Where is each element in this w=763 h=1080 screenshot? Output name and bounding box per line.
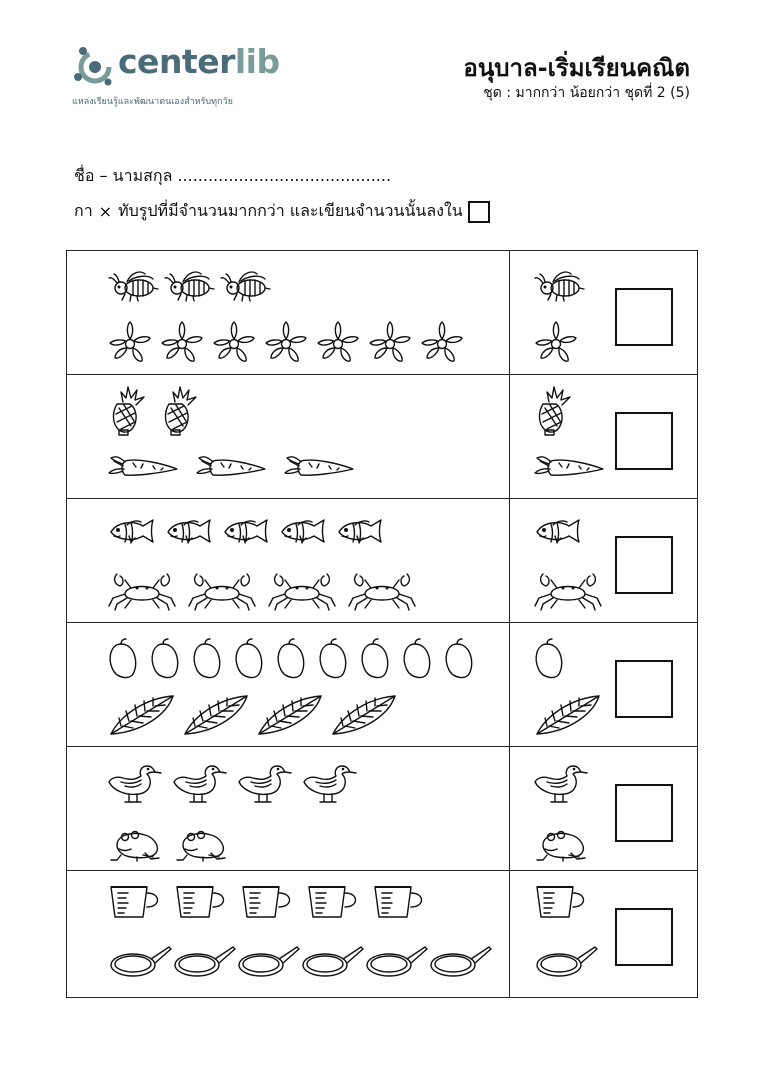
flower-icon[interactable] (211, 320, 257, 366)
measuring-cup-icon[interactable] (305, 883, 361, 919)
duck-icon[interactable] (533, 760, 589, 806)
logo-wordmark: centerlib (118, 42, 280, 81)
cross-mark-icon: × (98, 202, 113, 221)
mango-icon[interactable] (191, 638, 221, 680)
answer-box[interactable] (615, 660, 673, 718)
mango-icon[interactable] (107, 638, 137, 680)
carrot-icon[interactable] (107, 453, 179, 481)
mango-icon[interactable] (317, 638, 347, 680)
crab-icon[interactable] (533, 570, 603, 612)
page-subtitle: ชุด : มากกว่า น้อยกว่า ชุดที่ 2 (5) (483, 85, 690, 101)
instruction-text: ทับรูปที่มีจำนวนมากกว่า และเขียนจำนวนนั้นลงใน (118, 201, 463, 220)
instruction (74, 199, 490, 224)
mango-icon[interactable] (533, 638, 563, 680)
fish-icon[interactable] (107, 516, 159, 548)
duck-icon[interactable] (302, 760, 358, 806)
flower-icon[interactable] (263, 320, 309, 366)
answer-box[interactable] (615, 536, 673, 594)
worksheet-row (67, 375, 697, 499)
centerlib-logo (72, 40, 302, 110)
frying-pan-icon[interactable] (533, 943, 599, 979)
mango-icon[interactable] (443, 638, 473, 680)
logo-molecule-icon (72, 44, 118, 90)
flower-icon[interactable] (367, 320, 413, 366)
flower-icon[interactable] (159, 320, 205, 366)
carrot-icon[interactable] (195, 453, 267, 481)
leaf-icon[interactable] (181, 694, 251, 736)
mango-icon[interactable] (401, 638, 431, 680)
crab-icon[interactable] (187, 570, 257, 612)
bee-icon[interactable] (533, 269, 585, 303)
measuring-cup-icon[interactable] (107, 883, 163, 919)
name-field[interactable]: ชื่อ – นามสกุล .......................................... (74, 166, 392, 185)
frying-pan-icon[interactable] (235, 943, 301, 979)
pineapple-icon[interactable] (159, 386, 199, 436)
frog-icon[interactable] (173, 825, 229, 861)
carrot-icon[interactable] (283, 453, 355, 481)
pineapple-icon[interactable] (107, 386, 147, 436)
column-divider (509, 499, 510, 622)
worksheet-row (67, 251, 697, 375)
column-divider (509, 375, 510, 498)
worksheet-row (67, 499, 697, 623)
flower-icon[interactable] (419, 320, 465, 366)
frying-pan-icon[interactable] (427, 943, 493, 979)
measuring-cup-icon[interactable] (239, 883, 295, 919)
fish-icon[interactable] (164, 516, 216, 548)
column-divider (509, 871, 510, 997)
crab-icon[interactable] (107, 570, 177, 612)
column-divider (509, 747, 510, 870)
column-divider (509, 251, 510, 374)
measuring-cup-icon[interactable] (371, 883, 427, 919)
measuring-cup-icon[interactable] (533, 883, 589, 919)
worksheet-row (67, 747, 697, 871)
frying-pan-icon[interactable] (363, 943, 429, 979)
bee-icon[interactable] (107, 269, 159, 303)
column-divider (509, 623, 510, 746)
duck-icon[interactable] (237, 760, 293, 806)
leaf-icon[interactable] (329, 694, 399, 736)
carrot-icon[interactable] (533, 453, 605, 481)
frying-pan-icon[interactable] (171, 943, 237, 979)
fish-icon[interactable] (278, 516, 330, 548)
frying-pan-icon[interactable] (299, 943, 365, 979)
frog-icon[interactable] (107, 825, 163, 861)
logo-tagline: แหล่งเรียนรู้และพัฒนาตนเองสำหรับทุกวัย (72, 97, 233, 107)
mango-icon[interactable] (359, 638, 389, 680)
fish-icon[interactable] (221, 516, 273, 548)
leaf-icon[interactable] (107, 694, 177, 736)
duck-icon[interactable] (107, 760, 163, 806)
mango-icon[interactable] (149, 638, 179, 680)
worksheet-table (66, 250, 698, 998)
duck-icon[interactable] (172, 760, 228, 806)
flower-icon[interactable] (315, 320, 361, 366)
worksheet-row (67, 871, 697, 997)
empty-box-icon (468, 201, 490, 223)
page-title: อนุบาล-เริ่มเรียนคณิต (463, 54, 690, 82)
answer-box[interactable] (615, 412, 673, 470)
frying-pan-icon[interactable] (107, 943, 173, 979)
answer-box[interactable] (615, 288, 673, 346)
flower-icon[interactable] (107, 320, 153, 366)
leaf-icon[interactable] (255, 694, 325, 736)
crab-icon[interactable] (347, 570, 417, 612)
mango-icon[interactable] (275, 638, 305, 680)
instruction-lead: กา (74, 201, 93, 220)
fish-icon[interactable] (335, 516, 387, 548)
flower-icon[interactable] (533, 320, 579, 366)
measuring-cup-icon[interactable] (173, 883, 229, 919)
bee-icon[interactable] (219, 269, 271, 303)
answer-box[interactable] (615, 784, 673, 842)
mango-icon[interactable] (233, 638, 263, 680)
bee-icon[interactable] (163, 269, 215, 303)
fish-icon[interactable] (533, 516, 585, 548)
crab-icon[interactable] (267, 570, 337, 612)
leaf-icon[interactable] (533, 694, 603, 736)
frog-icon[interactable] (533, 825, 589, 861)
pineapple-icon[interactable] (533, 386, 573, 436)
worksheet-row (67, 623, 697, 747)
answer-box[interactable] (615, 908, 673, 966)
